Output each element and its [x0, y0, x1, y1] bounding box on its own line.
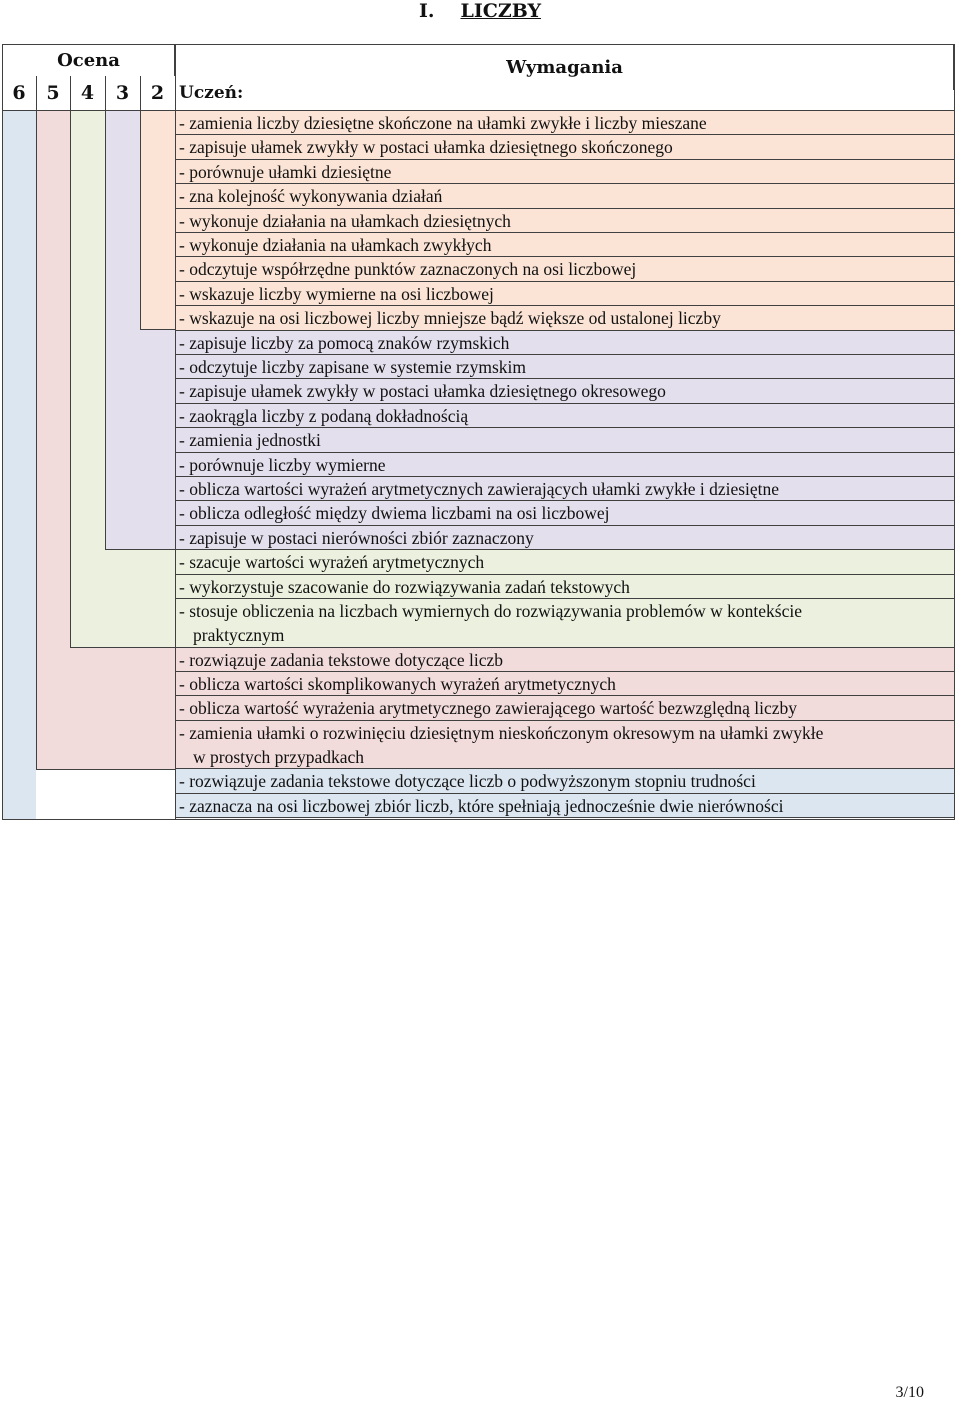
- requirement-text: - zamienia ułamki o rozwinięciu dziesiętnym nieskończonym okresowym na ułamki zwykłe: [179, 722, 824, 743]
- table-right-border: [954, 44, 955, 820]
- requirement-text: - zapisuje w postaci nierówności zbiór zaznaczony: [179, 527, 534, 548]
- requirement-row: [175, 209, 954, 233]
- step-line-5: [36, 769, 176, 770]
- requirement-row: [175, 453, 954, 477]
- wymagania-header: Wymagania: [175, 44, 954, 90]
- requirement-row: [175, 379, 954, 403]
- requirement-row: [175, 355, 954, 379]
- requirement-text: - zamienia liczby dziesiętne skończone na ułamki zwykłe i liczby mieszane: [179, 113, 707, 133]
- requirement-row: [175, 769, 954, 793]
- requirement-text: - wskazuje liczby wymierne na osi liczbowej: [179, 283, 494, 304]
- grade-divider-43: [105, 76, 106, 550]
- grade-band-2: [140, 110, 175, 329]
- requirement-text: - odczytuje liczby zapisane w systemie rzymskim: [179, 357, 526, 377]
- requirement-text: - zna kolejność wykonywania działań: [179, 186, 443, 207]
- page-number: 3/10: [895, 1384, 924, 1401]
- grade-header-3: 3: [115, 82, 130, 104]
- requirement-text: - wskazuje na osi liczbowej liczby mniejsze bądź większe od ustalonej liczby: [179, 308, 721, 329]
- uczen-label: Uczeń:: [179, 83, 244, 103]
- requirement-row: [175, 550, 954, 574]
- requirement-row: [175, 501, 954, 525]
- requirement-text-continuation: w prostych przypadkach: [193, 746, 365, 767]
- requirement-row: [175, 575, 954, 599]
- grade-band-6: [2, 110, 36, 819]
- table-bottom-border: [2, 819, 955, 820]
- header-divider: [2, 110, 954, 111]
- requirement-text: - wykonuje działania na ułamkach zwykłych: [179, 235, 492, 255]
- grade-header-2: 2: [150, 82, 165, 104]
- requirement-text: - stosuje obliczenia na liczbach wymiernych do rozwiązywania problemów w kontekście: [179, 601, 802, 621]
- requirement-text: - wykonuje działania na ułamkach dziesiętnych: [179, 210, 511, 231]
- requirement-text: - oblicza odległość między dwiema liczbami na osi liczbowej: [179, 503, 610, 524]
- requirement-text: - porównuje ułamki dziesiętne: [179, 161, 392, 182]
- table-left-border: [2, 44, 3, 820]
- requirement-row: [175, 648, 954, 672]
- requirement-row: [175, 696, 954, 720]
- grade-divider-65: [36, 76, 37, 770]
- requirement-text: - zamienia jednostki: [179, 430, 321, 451]
- requirement-row: [175, 160, 954, 184]
- requirement-row: [175, 404, 954, 428]
- section-name: LICZBY: [460, 0, 542, 22]
- requirement-row: [175, 721, 954, 770]
- step-line-4: [70, 647, 176, 648]
- requirement-text: - oblicza wartości wyrażeń arytmetycznych zawierających ułamki zwykłe i dziesiętne: [179, 479, 780, 499]
- requirement-text: - zaokrągla liczby z podaną dokładnością: [179, 405, 469, 426]
- grade-divider-32: [140, 76, 141, 330]
- requirement-row: [175, 526, 954, 550]
- requirement-row: [175, 257, 954, 281]
- requirement-text: - odczytuje współrzędne punktów zaznaczonych na osi liczbowej: [179, 259, 637, 280]
- grade-header-6: 6: [12, 82, 26, 104]
- requirement-row: [175, 282, 954, 306]
- requirement-text: - wykorzystuje szacowanie do rozwiązywania zadań tekstowych: [179, 576, 630, 597]
- requirement-row: [175, 306, 954, 330]
- requirement-row: [175, 477, 954, 501]
- requirement-row: [175, 428, 954, 452]
- requirement-text: - porównuje liczby wymierne: [179, 454, 386, 475]
- requirement-text-continuation: praktycznym: [193, 625, 285, 645]
- step-line-2: [140, 329, 176, 330]
- requirement-text: - oblicza wartość wyrażenia arytmetycznego zawierającego wartość bezwzględną liczby: [179, 698, 798, 719]
- requirement-row: [175, 111, 954, 135]
- requirement-row: [175, 135, 954, 159]
- requirement-text: - rozwiązuje zadania tekstowe dotyczące liczb o podwyższonym stopniu trudności: [179, 771, 756, 792]
- requirement-row: [175, 672, 954, 696]
- requirements-left-border: [175, 44, 176, 820]
- requirement-row: [175, 599, 954, 648]
- requirement-text: - zaznacza na osi liczbowej zbiór liczb, które spełniają jednocześnie dwie nierówności: [179, 795, 784, 816]
- grade-divider-54: [70, 76, 71, 648]
- requirement-row: [175, 331, 954, 355]
- section-number: I.: [418, 0, 435, 22]
- requirement-row: [175, 794, 954, 818]
- grade-header-4: 4: [80, 82, 95, 104]
- requirement-row: [175, 184, 954, 208]
- requirement-text: - zapisuje ułamek zwykły w postaci ułamka dziesiętnego okresowego: [179, 381, 666, 402]
- ocena-header: Ocena: [2, 44, 175, 76]
- requirement-text: - szacuje wartości wyrażeń arytmetycznych: [179, 552, 485, 573]
- grade-header-5: 5: [46, 82, 60, 104]
- requirement-text: - oblicza wartości skomplikowanych wyrażeń arytmetycznych: [179, 674, 616, 694]
- step-line-3: [105, 549, 176, 550]
- requirement-text: - zapisuje liczby za pomocą znaków rzymskich: [179, 332, 510, 353]
- requirement-text: - rozwiązuje zadania tekstowe dotyczące liczb: [179, 649, 504, 670]
- requirement-row: [175, 233, 954, 257]
- requirement-text: - zapisuje ułamek zwykły w postaci ułamka dziesiętnego skończonego: [179, 137, 673, 158]
